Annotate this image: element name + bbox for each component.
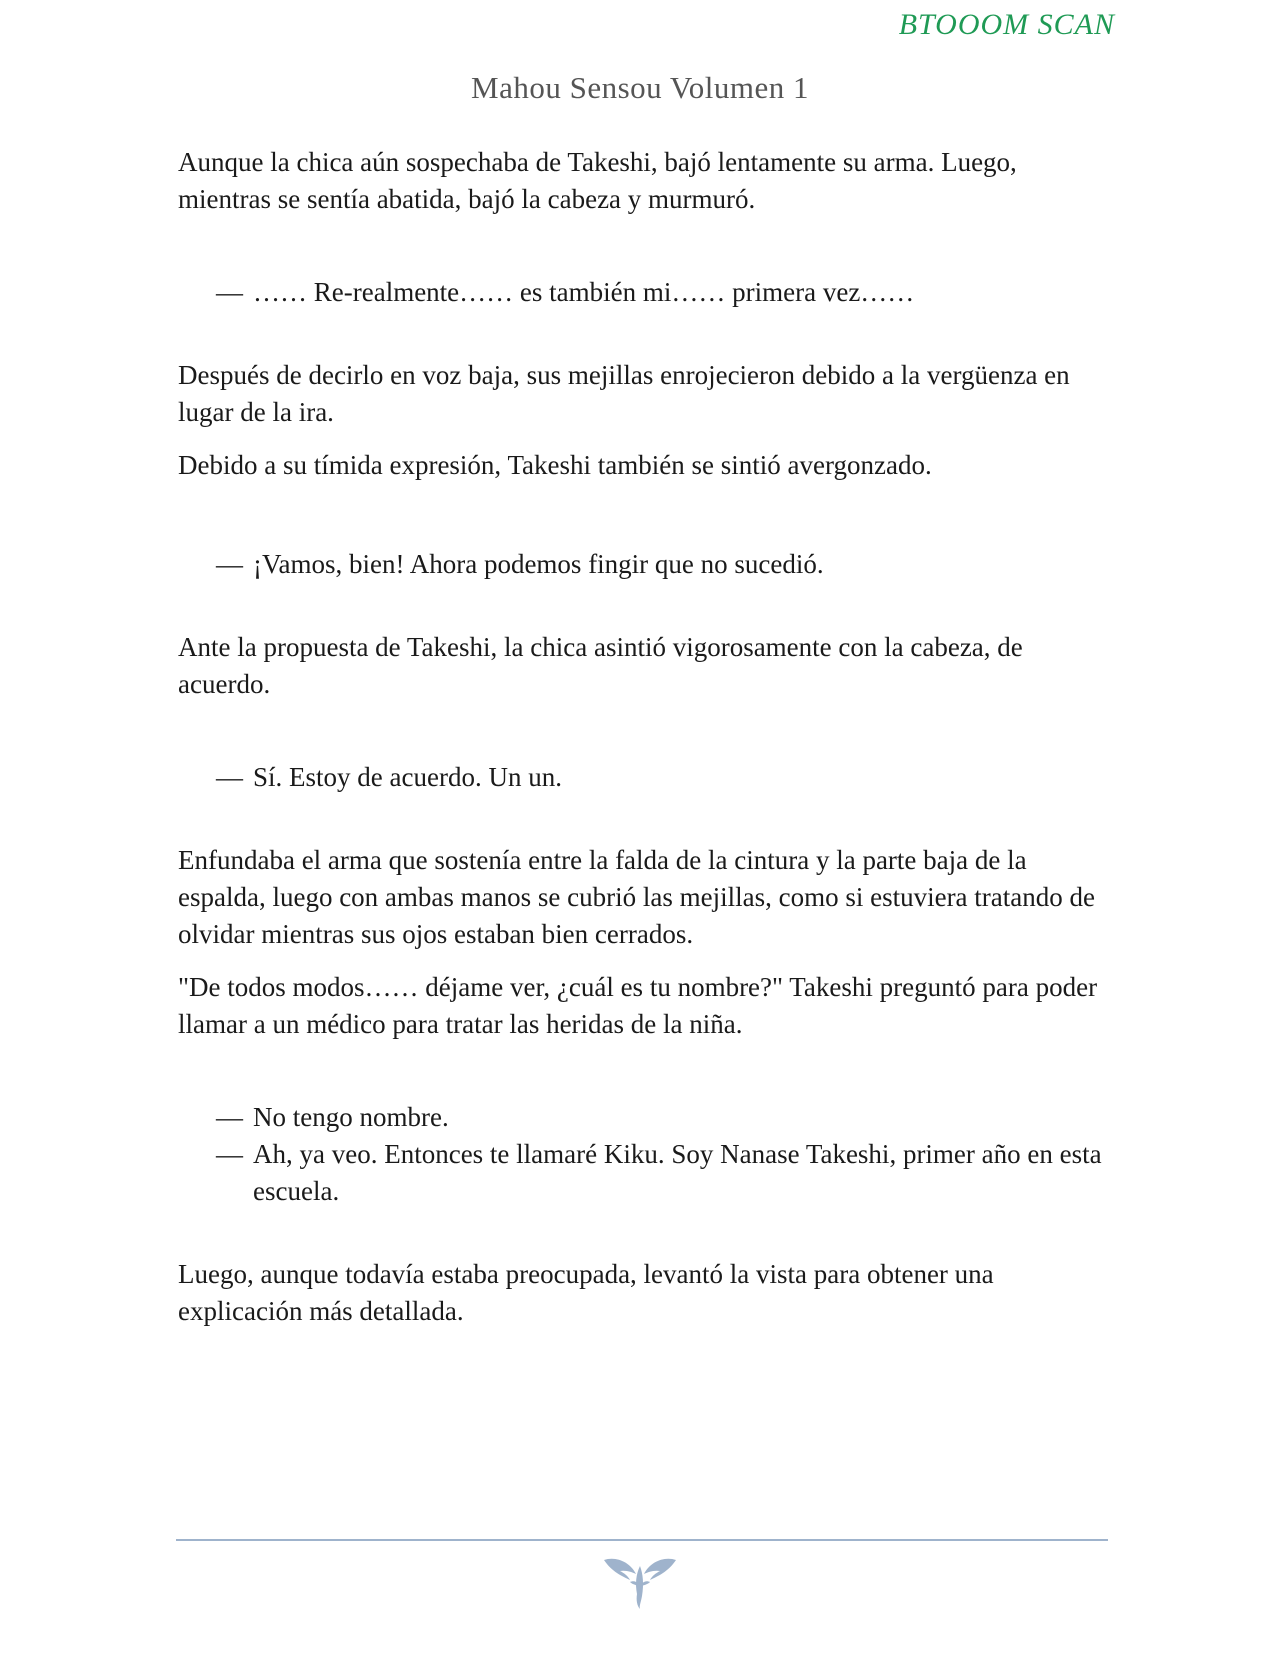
spacer	[178, 719, 1108, 759]
paragraph: Ante la propuesta de Takeshi, la chica asintió vigorosamente con la cabeza, de acuerdo.	[178, 632, 1023, 699]
page-header-title: Mahou Sensou Volumen 1	[471, 70, 809, 105]
spacer	[178, 500, 1108, 546]
dialogue-text: Sí. Estoy de acuerdo. Un un.	[253, 762, 562, 792]
em-dash: —	[216, 549, 243, 579]
paragraph: Luego, aunque todavía estaba preocupada, levantó la vista para obtener una explicación más detallada.	[178, 1259, 994, 1326]
spacer	[178, 311, 1108, 357]
paragraph: Después de decirlo en voz baja, sus mejillas enrojecieron debido a la vergüenza en lugar de la ira.	[178, 360, 1070, 427]
spacer	[178, 1059, 1108, 1099]
dialogue-line	[216, 759, 1108, 796]
dialogue-block	[178, 759, 1108, 796]
dialogue-block	[178, 274, 1108, 311]
spacer	[178, 1210, 1108, 1256]
spacer	[178, 234, 1108, 274]
em-dash: —	[216, 1102, 243, 1132]
dialogue-block	[178, 1099, 1108, 1210]
dialogue-text: No tengo nombre.	[253, 1102, 449, 1132]
paragraph: Enfundaba el arma que sostenía entre la falda de la cintura y la parte baja de la espalda, luego con ambas manos se cubrió las mejillas, como si estuviera tratando de olvidar mientras sus ojos estaban bien cerrados.	[178, 845, 1095, 949]
dialogue-text: Ah, ya veo. Entonces te llamaré Kiku. Soy Nanase Takeshi, primer año en esta escuela.	[253, 1139, 1102, 1206]
paragraph: Debido a su tímida expresión, Takeshi también se sintió avergonzado.	[178, 450, 932, 480]
dialogue-text: ¡Vamos, bien! Ahora podemos fingir que no sucedió.	[253, 549, 824, 579]
em-dash: —	[216, 1139, 243, 1169]
paragraph: Aunque la chica aún sospechaba de Takeshi, bajó lentamente su arma. Luego, mientras se sentía abatida, bajó la cabeza y murmuró.	[178, 147, 1017, 214]
dialogue-line	[216, 1099, 1108, 1136]
fleur-ornament-icon	[602, 1552, 678, 1610]
em-dash: —	[216, 762, 243, 792]
footer-divider	[176, 1539, 1108, 1541]
spacer	[178, 583, 1108, 629]
em-dash: —	[216, 277, 243, 307]
dialogue-line	[216, 546, 1108, 583]
scan-group-watermark: BTOOOM SCAN	[898, 8, 1115, 41]
dialogue-text: …… Re-realmente…… es también mi…… primera vez……	[253, 277, 915, 307]
dialogue-block	[178, 546, 1108, 583]
page-body	[178, 144, 1108, 1346]
dialogue-line	[216, 1136, 1108, 1210]
paragraph: "De todos modos…… déjame ver, ¿cuál es tu nombre?" Takeshi preguntó para poder llamar a un médico para tratar las heridas de la niña.	[178, 972, 1098, 1039]
dialogue-line	[216, 274, 1108, 311]
spacer	[178, 796, 1108, 842]
